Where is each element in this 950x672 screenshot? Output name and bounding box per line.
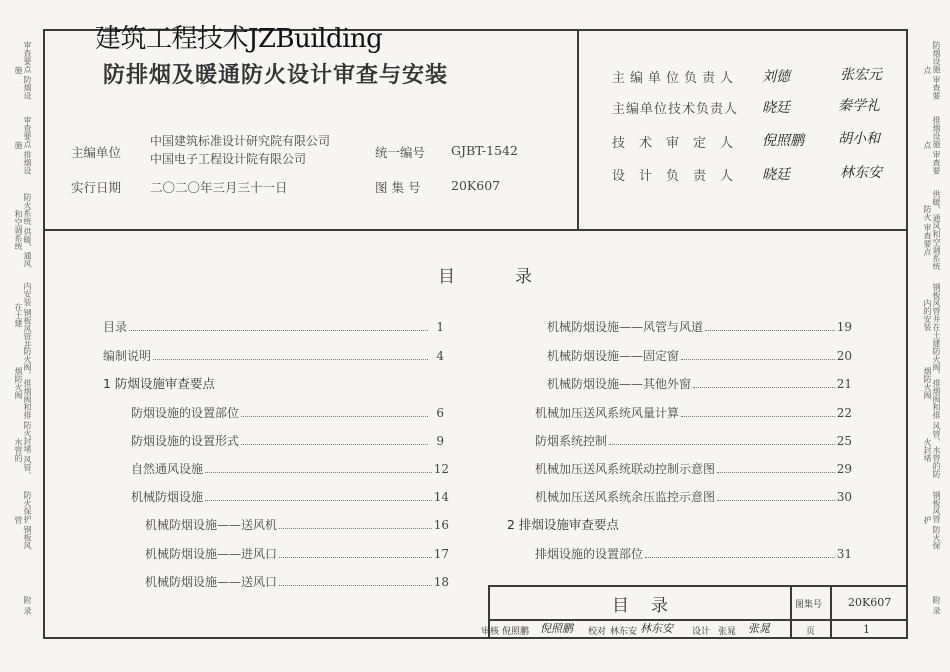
toc-entry-text: 防烟系统控制	[535, 434, 608, 448]
document-title: 防排烟及暖通防火设计审查与安装	[103, 63, 449, 88]
toc-entry[interactable]	[535, 432, 852, 449]
toc-entry-text: 机械防烟设施——送风机	[145, 518, 278, 532]
editor-org-2: 中国电子工程设计院有限公司	[150, 152, 307, 166]
toc-leader	[279, 585, 432, 586]
toc-entry[interactable]	[535, 488, 852, 505]
title-block-page-no: 1	[863, 623, 870, 636]
toc-leader	[717, 500, 835, 501]
title-block-page-label: 页	[806, 627, 816, 637]
atlas-no: 20K607	[451, 178, 501, 193]
signature-2a: 晓廷	[762, 100, 790, 116]
toc-entry-page: 17	[433, 547, 449, 561]
toc-entry[interactable]	[145, 573, 449, 590]
toc-entry-text: 防烟设施的设置部位	[131, 406, 240, 420]
checker-name: 林东安	[610, 627, 638, 637]
toc-section-heading: 2 排烟设施审查要点	[507, 517, 619, 532]
toc-section-heading: 1 防烟设施审查要点	[103, 376, 215, 391]
toc-entry-page: 1	[436, 320, 444, 334]
toc-leader	[241, 444, 428, 445]
toc-entry-text: 机械加压送风系统风量计算	[535, 406, 680, 420]
signature-4a: 晓廷	[762, 167, 790, 183]
toc-entry-text: 机械防烟设施——其他外窗	[547, 377, 692, 391]
header-divider	[43, 229, 908, 231]
toc-entry[interactable]	[131, 488, 449, 505]
responsible-label-4: 设计负责人	[612, 169, 748, 184]
toc-entry-page: 20	[836, 349, 852, 363]
title-block-atlas-value-divider	[830, 585, 832, 639]
left-tab-1[interactable]: 审查要点 防烟设施	[14, 40, 32, 100]
toc-entry-text: 目录	[103, 320, 128, 334]
responsible-label-1: 主编单位负责人	[612, 71, 739, 86]
implementation-date: 二〇二〇年三月三十一日	[150, 180, 288, 195]
design-label: 设计	[692, 627, 711, 637]
toc-entry-text: 排烟设施的设置部位	[535, 547, 644, 561]
editor-org-1: 中国建筑标准设计研究院有限公司	[150, 134, 331, 148]
toc-entry-page: 18	[433, 575, 449, 589]
toc-entry[interactable]	[103, 318, 444, 335]
toc-entry[interactable]	[131, 404, 444, 421]
toc-leader	[609, 444, 835, 445]
toc-entry[interactable]	[131, 432, 444, 449]
signature-1b: 张宏元	[840, 67, 882, 83]
toc-entry-page: 6	[436, 406, 444, 420]
toc-entry-page: 25	[836, 434, 852, 448]
toc-entry-text: 机械加压送风系统余压监控示意图	[535, 490, 716, 504]
toc-entry-page: 9	[436, 434, 444, 448]
toc-entry-text: 机械防烟设施——送风口	[145, 575, 278, 589]
right-tab-2[interactable]: 排烟设施 审查要点	[923, 115, 941, 175]
left-tab-4[interactable]: 内安装 钢板风管井在土建	[14, 281, 32, 349]
toc-entry-text: 机械防烟设施——固定窗	[547, 349, 680, 363]
checker-signature: 林东安	[640, 622, 673, 635]
header-vertical-divider	[577, 29, 579, 229]
toc-leader	[681, 359, 835, 360]
toc-leader	[645, 557, 835, 558]
left-tab-2[interactable]: 审查要点 排烟设施	[14, 115, 32, 175]
toc-entry-text: 机械防烟设施——风管与风道	[547, 320, 704, 334]
toc-leader	[717, 472, 835, 473]
title-block-title: 目录	[612, 596, 690, 616]
responsible-label-3: 技术审定人	[612, 136, 748, 151]
toc-leader	[705, 330, 835, 331]
toc-entry-text: 防烟设施的设置形式	[131, 434, 240, 448]
toc-leader	[153, 359, 428, 360]
toc-entry-page: 22	[836, 406, 852, 420]
toc-leader	[241, 416, 428, 417]
editor-label: 主编单位	[71, 145, 122, 160]
toc-title: 目录	[438, 267, 592, 287]
toc-leader	[129, 330, 428, 331]
unified-no: GJBT-1542	[451, 143, 518, 158]
signature-4b: 林东安	[840, 165, 882, 181]
right-tab-4[interactable]: 钢板风管井在土建内的安装	[923, 283, 941, 347]
right-tab-1[interactable]: 防烟设施 审查要点	[923, 40, 941, 100]
toc-leader	[279, 528, 432, 529]
title-block-atlas-no: 20K607	[848, 596, 892, 609]
toc-leader	[205, 472, 432, 473]
toc-entry[interactable]	[547, 347, 852, 364]
right-tab-8[interactable]: 附 录	[932, 595, 941, 615]
left-tab-7[interactable]: 防火保护 钢板风管	[14, 490, 32, 550]
designer-signature: 张晁	[748, 622, 770, 635]
atlas-no-label: 图 集 号	[375, 180, 421, 195]
toc-entry-page: 31	[836, 547, 852, 561]
unified-no-label: 统一编号	[375, 145, 426, 160]
toc-entry-page: 12	[433, 462, 449, 476]
check-label: 校对	[588, 627, 607, 637]
toc-entry[interactable]	[145, 545, 449, 562]
right-tab-3[interactable]: 供暖、通风和空调系统防火 审查要点	[923, 190, 941, 270]
left-tab-6[interactable]: 防火封堵 风管、水管的	[14, 420, 32, 480]
toc-entry-text: 机械防烟设施	[131, 490, 204, 504]
toc-entry[interactable]	[535, 404, 852, 421]
toc-entry-page: 29	[836, 462, 852, 476]
toc-entry-page: 21	[836, 377, 852, 391]
toc-entry-page: 4	[436, 349, 444, 363]
left-tab-5[interactable]: 防火阀、排烟阀和排烟防火阀	[14, 346, 32, 419]
toc-entry-page: 30	[836, 490, 852, 504]
toc-entry[interactable]	[131, 460, 449, 477]
right-tab-7[interactable]: 钢板风管 防火保护	[923, 490, 941, 550]
title-block-atlas-label: 图集号	[795, 600, 823, 610]
responsible-label-2: 主编单位技术负责人	[612, 102, 739, 117]
toc-entry[interactable]	[103, 347, 444, 364]
toc-leader	[205, 500, 432, 501]
toc-entry-page: 14	[433, 490, 449, 504]
toc-entry[interactable]	[145, 516, 449, 533]
watermark: 建筑工程技术JZBuilding	[95, 24, 383, 54]
toc-entry-text: 自然通风设施	[131, 462, 204, 476]
toc-entry-page: 19	[836, 320, 852, 334]
designer-name: 张晁	[718, 627, 737, 637]
date-label: 实行日期	[71, 180, 122, 195]
title-block-top-edge	[488, 585, 908, 587]
toc-entry[interactable]	[547, 318, 852, 335]
review-label: 审核	[481, 627, 500, 637]
toc-entry-page: 16	[433, 518, 449, 532]
reviewer-name: 倪照鹏	[502, 627, 530, 637]
right-tab-5[interactable]: 防火阀、排烟阀和排烟防火阀	[923, 346, 941, 419]
left-tab-3[interactable]: 防火系统 供暖、通风和空调系统	[14, 192, 32, 268]
toc-leader	[681, 416, 835, 417]
toc-leader	[279, 557, 432, 558]
toc-entry-text: 机械加压送风系统联动控制示意图	[535, 462, 716, 476]
title-block-atlas-divider	[790, 585, 792, 639]
toc-entry[interactable]	[535, 545, 852, 562]
toc-entry[interactable]	[547, 375, 852, 392]
toc-leader	[693, 387, 835, 388]
reviewer-signature: 倪照鹏	[540, 622, 573, 635]
left-tab-8[interactable]: 附 录	[23, 595, 32, 615]
toc-entry-text: 机械防烟设施——进风口	[145, 547, 278, 561]
signature-1a: 刘德	[762, 69, 790, 85]
toc-entry-text: 编制说明	[103, 349, 152, 363]
signature-2b: 秦学礼	[838, 98, 880, 114]
signature-3a: 倪照鹏	[762, 133, 804, 149]
signature-3b: 胡小和	[838, 131, 880, 147]
toc-entry[interactable]	[535, 460, 852, 477]
right-tab-6[interactable]: 风管、水管的防火封堵	[923, 422, 941, 478]
